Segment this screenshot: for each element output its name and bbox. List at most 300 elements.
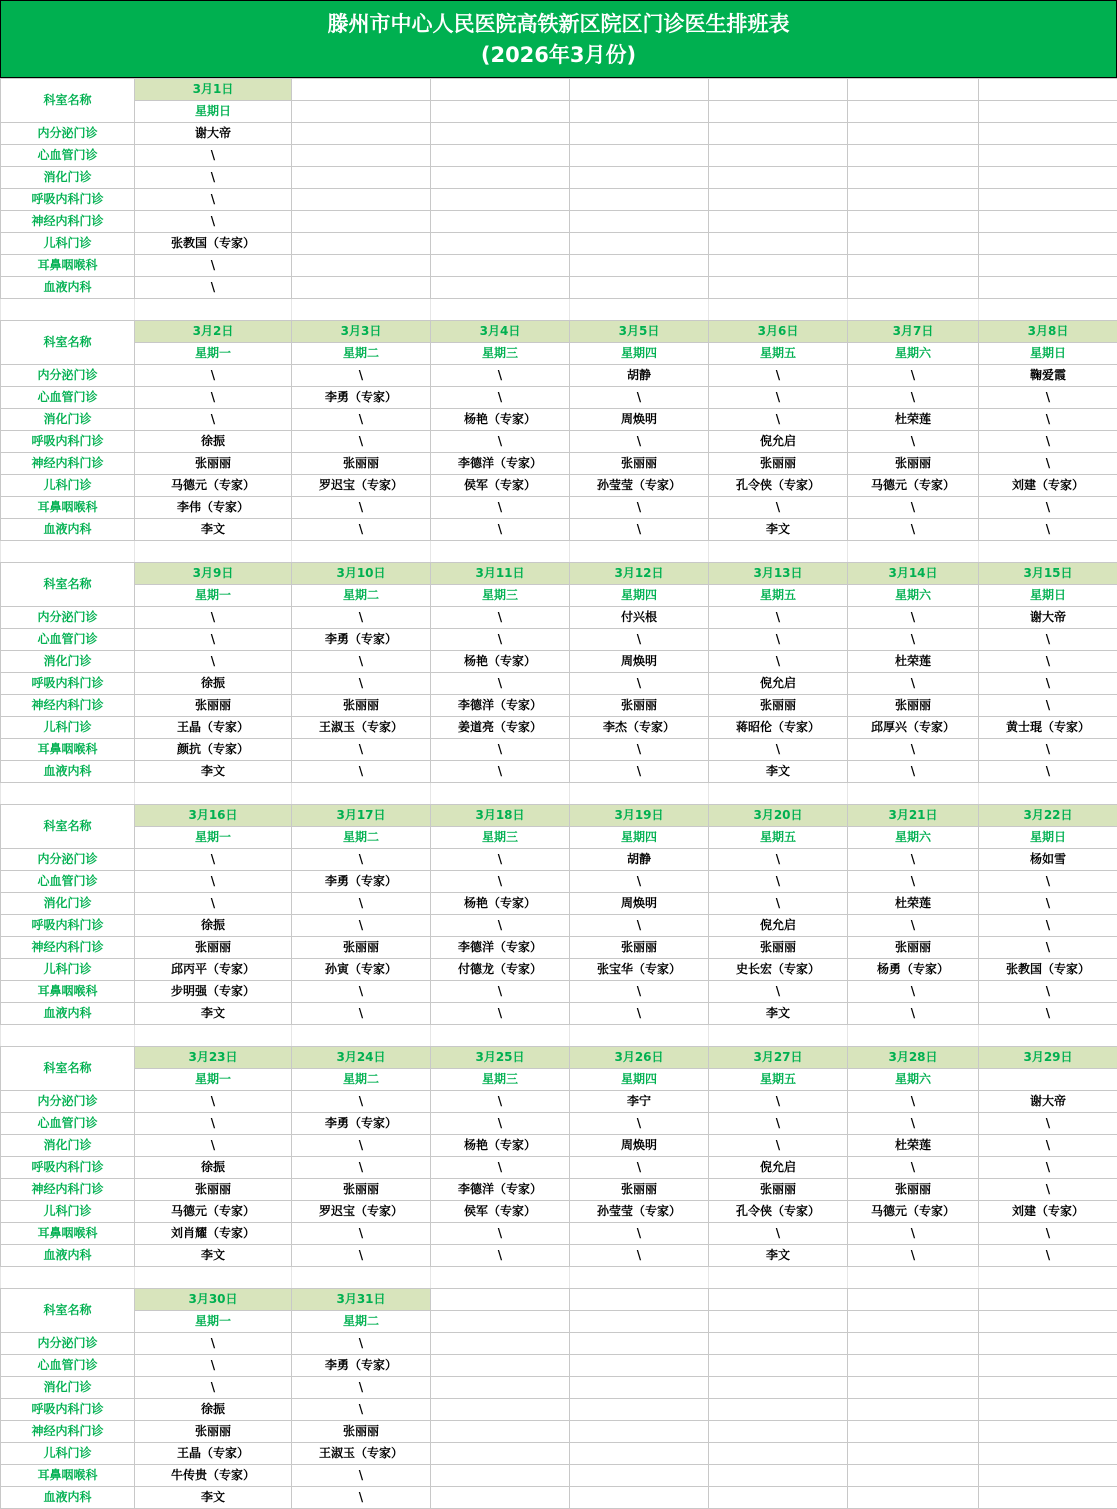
department-label: 神经内科门诊 bbox=[1, 695, 135, 717]
department-label: 呼吸内科门诊 bbox=[1, 189, 135, 211]
schedule-cell: 徐振 bbox=[135, 431, 292, 453]
schedule-cell: \ bbox=[570, 673, 709, 695]
schedule-cell: \ bbox=[979, 453, 1117, 475]
schedule-cell: \ bbox=[709, 1135, 848, 1157]
schedule-cell: \ bbox=[979, 409, 1117, 431]
department-label: 呼吸内科门诊 bbox=[1, 431, 135, 453]
schedule-cell: \ bbox=[979, 1135, 1117, 1157]
schedule-cell: 王晶（专家） bbox=[135, 717, 292, 739]
empty-cell bbox=[709, 783, 848, 805]
empty-cell bbox=[848, 1399, 979, 1421]
schedule-cell: 徐振 bbox=[135, 1157, 292, 1179]
department-label: 耳鼻咽喉科 bbox=[1, 497, 135, 519]
schedule-cell: 刘建（专家） bbox=[979, 1201, 1117, 1223]
schedule-cell: 黄士琨（专家） bbox=[979, 717, 1117, 739]
weekday-cell: 星期六 bbox=[848, 343, 979, 365]
weekday-row bbox=[1, 1311, 1117, 1333]
department-label: 心血管门诊 bbox=[1, 145, 135, 167]
empty-cell bbox=[570, 1421, 709, 1443]
department-label: 血液内科 bbox=[1, 1003, 135, 1025]
schedule-cell: \ bbox=[135, 365, 292, 387]
schedule-cell: 李德洋（专家） bbox=[431, 937, 570, 959]
empty-cell bbox=[431, 1025, 570, 1047]
date-row bbox=[1, 79, 1117, 101]
page-header bbox=[0, 0, 1117, 78]
empty-cell bbox=[709, 1289, 848, 1311]
empty-cell bbox=[431, 1377, 570, 1399]
schedule-cell: \ bbox=[292, 497, 431, 519]
empty-cell bbox=[979, 1399, 1117, 1421]
schedule-cell: \ bbox=[292, 739, 431, 761]
empty-cell bbox=[431, 211, 570, 233]
empty-cell bbox=[431, 189, 570, 211]
empty-cell bbox=[709, 255, 848, 277]
empty-cell bbox=[431, 233, 570, 255]
department-label: 儿科门诊 bbox=[1, 475, 135, 497]
schedule-cell: \ bbox=[570, 431, 709, 453]
empty-cell bbox=[709, 79, 848, 101]
schedule-cell: 张丽丽 bbox=[292, 937, 431, 959]
schedule-cell: \ bbox=[979, 1003, 1117, 1025]
department-label: 神经内科门诊 bbox=[1, 453, 135, 475]
table-row bbox=[1, 849, 1117, 871]
schedule-cell: 张丽丽 bbox=[292, 695, 431, 717]
weekday-cell: 星期六 bbox=[848, 827, 979, 849]
schedule-cell: 张丽丽 bbox=[709, 937, 848, 959]
empty-cell bbox=[431, 1289, 570, 1311]
department-label: 内分泌门诊 bbox=[1, 365, 135, 387]
schedule-cell: \ bbox=[570, 497, 709, 519]
empty-cell bbox=[848, 277, 979, 299]
empty-cell bbox=[709, 1025, 848, 1047]
spacer-row bbox=[1, 783, 1117, 805]
schedule-grid bbox=[0, 78, 1117, 1509]
schedule-cell: 胡静 bbox=[570, 365, 709, 387]
table-row bbox=[1, 1003, 1117, 1025]
schedule-cell: \ bbox=[292, 519, 431, 541]
table-row bbox=[1, 1179, 1117, 1201]
schedule-cell: 李德洋（专家） bbox=[431, 1179, 570, 1201]
empty-cell bbox=[135, 299, 292, 321]
schedule-cell: \ bbox=[570, 761, 709, 783]
empty-cell bbox=[979, 79, 1117, 101]
schedule-cell: \ bbox=[979, 431, 1117, 453]
empty-cell bbox=[570, 79, 709, 101]
date-cell: 3月31日 bbox=[292, 1289, 431, 1311]
weekday-cell: 星期三 bbox=[431, 343, 570, 365]
date-cell: 3月8日 bbox=[979, 321, 1117, 343]
schedule-cell: 牛传贵（专家） bbox=[135, 1465, 292, 1487]
schedule-cell: \ bbox=[292, 1157, 431, 1179]
weekday-cell: 星期四 bbox=[570, 585, 709, 607]
date-cell: 3月26日 bbox=[570, 1047, 709, 1069]
weekday-cell: 星期六 bbox=[848, 1069, 979, 1091]
schedule-cell: 李文 bbox=[135, 1245, 292, 1267]
schedule-cell: \ bbox=[292, 1223, 431, 1245]
schedule-cell: 王晶（专家） bbox=[135, 1443, 292, 1465]
empty-cell bbox=[848, 233, 979, 255]
empty-cell bbox=[570, 1311, 709, 1333]
schedule-cell: \ bbox=[292, 1333, 431, 1355]
schedule-cell: 杨艳（专家） bbox=[431, 651, 570, 673]
empty-cell bbox=[979, 299, 1117, 321]
table-row bbox=[1, 1377, 1117, 1399]
schedule-cell: 侯军（专家） bbox=[431, 475, 570, 497]
schedule-cell: \ bbox=[848, 981, 979, 1003]
schedule-cell: 刘肖耀（专家） bbox=[135, 1223, 292, 1245]
weekday-cell: 星期五 bbox=[709, 343, 848, 365]
empty-cell bbox=[431, 167, 570, 189]
department-label: 消化门诊 bbox=[1, 409, 135, 431]
schedule-cell: 史长宏（专家） bbox=[709, 959, 848, 981]
empty-cell bbox=[848, 1421, 979, 1443]
schedule-cell: \ bbox=[570, 519, 709, 541]
empty-cell bbox=[135, 1267, 292, 1289]
empty-cell bbox=[979, 541, 1117, 563]
empty-cell bbox=[570, 541, 709, 563]
schedule-cell: \ bbox=[979, 1157, 1117, 1179]
department-label: 内分泌门诊 bbox=[1, 607, 135, 629]
empty-cell bbox=[709, 1311, 848, 1333]
department-label: 消化门诊 bbox=[1, 1135, 135, 1157]
schedule-cell: \ bbox=[135, 167, 292, 189]
schedule-cell: \ bbox=[979, 1245, 1117, 1267]
schedule-cell: 张丽丽 bbox=[709, 1179, 848, 1201]
schedule-cell: 张宝华（专家） bbox=[570, 959, 709, 981]
schedule-cell: \ bbox=[292, 673, 431, 695]
department-label: 神经内科门诊 bbox=[1, 211, 135, 233]
schedule-cell: \ bbox=[848, 387, 979, 409]
empty-cell bbox=[709, 1267, 848, 1289]
empty-cell bbox=[979, 783, 1117, 805]
schedule-cell: \ bbox=[431, 761, 570, 783]
empty-cell bbox=[570, 255, 709, 277]
empty-cell bbox=[709, 541, 848, 563]
schedule-cell: \ bbox=[709, 893, 848, 915]
schedule-cell: 谢大帝 bbox=[135, 123, 292, 145]
empty-cell bbox=[848, 1377, 979, 1399]
row-header-label: 科室名称 bbox=[1, 563, 135, 607]
spacer-row bbox=[1, 1267, 1117, 1289]
empty-cell bbox=[570, 167, 709, 189]
schedule-cell: 周焕明 bbox=[570, 409, 709, 431]
schedule-cell: 倪允启 bbox=[709, 915, 848, 937]
schedule-cell: \ bbox=[135, 387, 292, 409]
schedule-cell: 李勇（专家） bbox=[292, 387, 431, 409]
department-label: 心血管门诊 bbox=[1, 387, 135, 409]
schedule-cell: 李文 bbox=[135, 1003, 292, 1025]
schedule-cell: \ bbox=[709, 1113, 848, 1135]
schedule-cell: \ bbox=[848, 519, 979, 541]
schedule-cell: \ bbox=[292, 409, 431, 431]
empty-cell bbox=[570, 1355, 709, 1377]
spacer-row bbox=[1, 1025, 1117, 1047]
schedule-cell: \ bbox=[709, 1223, 848, 1245]
empty-cell bbox=[979, 1311, 1117, 1333]
table-row bbox=[1, 1113, 1117, 1135]
empty-cell bbox=[709, 1465, 848, 1487]
empty-cell bbox=[431, 123, 570, 145]
date-row bbox=[1, 321, 1117, 343]
empty-cell bbox=[570, 1399, 709, 1421]
weekday-row bbox=[1, 101, 1117, 123]
schedule-cell: \ bbox=[709, 387, 848, 409]
empty-cell bbox=[431, 1465, 570, 1487]
empty-cell bbox=[135, 783, 292, 805]
empty-cell bbox=[431, 277, 570, 299]
schedule-cell: 徐振 bbox=[135, 1399, 292, 1421]
schedule-cell: \ bbox=[431, 981, 570, 1003]
schedule-cell: 李文 bbox=[135, 761, 292, 783]
empty-cell bbox=[848, 1289, 979, 1311]
empty-cell bbox=[979, 1421, 1117, 1443]
empty-cell bbox=[570, 1443, 709, 1465]
department-label: 呼吸内科门诊 bbox=[1, 673, 135, 695]
table-row bbox=[1, 1443, 1117, 1465]
date-cell: 3月3日 bbox=[292, 321, 431, 343]
empty-cell bbox=[709, 1443, 848, 1465]
department-label: 内分泌门诊 bbox=[1, 123, 135, 145]
schedule-cell: \ bbox=[431, 431, 570, 453]
schedule-cell: 张教国（专家） bbox=[135, 233, 292, 255]
weekday-row bbox=[1, 343, 1117, 365]
schedule-cell: 张丽丽 bbox=[292, 1179, 431, 1201]
schedule-cell: \ bbox=[135, 893, 292, 915]
schedule-cell: 张丽丽 bbox=[848, 695, 979, 717]
table-row bbox=[1, 1487, 1117, 1509]
schedule-cell: 李勇（专家） bbox=[292, 1113, 431, 1135]
empty-cell bbox=[709, 123, 848, 145]
weekday-cell bbox=[979, 1069, 1117, 1091]
weekday-cell: 星期二 bbox=[292, 585, 431, 607]
empty-cell bbox=[431, 1311, 570, 1333]
department-label: 消化门诊 bbox=[1, 893, 135, 915]
schedule-cell: 张丽丽 bbox=[135, 453, 292, 475]
empty-cell bbox=[431, 255, 570, 277]
schedule-cell: \ bbox=[292, 981, 431, 1003]
schedule-cell: 刘建（专家） bbox=[979, 475, 1117, 497]
department-label: 耳鼻咽喉科 bbox=[1, 255, 135, 277]
schedule-cell: 杜荣莲 bbox=[848, 1135, 979, 1157]
empty-cell bbox=[292, 255, 431, 277]
department-label: 儿科门诊 bbox=[1, 1201, 135, 1223]
table-row bbox=[1, 739, 1117, 761]
empty-cell bbox=[570, 1487, 709, 1509]
empty-cell bbox=[431, 1487, 570, 1509]
schedule-cell: 张丽丽 bbox=[848, 1179, 979, 1201]
table-row bbox=[1, 497, 1117, 519]
empty-cell bbox=[570, 101, 709, 123]
schedule-cell: \ bbox=[431, 519, 570, 541]
schedule-cell: \ bbox=[570, 629, 709, 651]
department-label: 内分泌门诊 bbox=[1, 1333, 135, 1355]
schedule-cell: 张丽丽 bbox=[848, 937, 979, 959]
empty-cell bbox=[709, 145, 848, 167]
department-label: 血液内科 bbox=[1, 519, 135, 541]
schedule-cell: 鞠爱霞 bbox=[979, 365, 1117, 387]
schedule-cell: \ bbox=[292, 849, 431, 871]
schedule-cell: \ bbox=[709, 849, 848, 871]
table-row bbox=[1, 233, 1117, 255]
schedule-cell: \ bbox=[431, 1113, 570, 1135]
empty-cell bbox=[709, 233, 848, 255]
weekday-row bbox=[1, 585, 1117, 607]
schedule-cell: 邱丙平（专家） bbox=[135, 959, 292, 981]
schedule-cell: 杜荣莲 bbox=[848, 651, 979, 673]
schedule-cell: \ bbox=[431, 629, 570, 651]
schedule-cell: 杜荣莲 bbox=[848, 409, 979, 431]
schedule-cell: 李文 bbox=[709, 761, 848, 783]
row-header-label: 科室名称 bbox=[1, 79, 135, 123]
date-cell: 3月14日 bbox=[848, 563, 979, 585]
schedule-cell: \ bbox=[979, 673, 1117, 695]
weekday-cell: 星期三 bbox=[431, 827, 570, 849]
schedule-cell: \ bbox=[570, 1245, 709, 1267]
empty-cell bbox=[979, 1267, 1117, 1289]
department-label: 耳鼻咽喉科 bbox=[1, 1465, 135, 1487]
schedule-cell: 李文 bbox=[135, 1487, 292, 1509]
schedule-cell: 张丽丽 bbox=[135, 1421, 292, 1443]
empty-cell bbox=[570, 299, 709, 321]
empty-cell bbox=[570, 211, 709, 233]
empty-cell bbox=[292, 79, 431, 101]
schedule-cell: \ bbox=[848, 497, 979, 519]
date-cell: 3月11日 bbox=[431, 563, 570, 585]
date-cell: 3月27日 bbox=[709, 1047, 848, 1069]
department-label: 呼吸内科门诊 bbox=[1, 1157, 135, 1179]
department-label: 耳鼻咽喉科 bbox=[1, 739, 135, 761]
table-row bbox=[1, 167, 1117, 189]
schedule-cell: 李杰（专家） bbox=[570, 717, 709, 739]
table-row bbox=[1, 365, 1117, 387]
empty-cell bbox=[431, 783, 570, 805]
table-row bbox=[1, 255, 1117, 277]
empty-cell bbox=[709, 1377, 848, 1399]
department-label: 神经内科门诊 bbox=[1, 1179, 135, 1201]
schedule-cell: \ bbox=[848, 1223, 979, 1245]
weekday-cell: 星期一 bbox=[135, 827, 292, 849]
row-header-label: 科室名称 bbox=[1, 321, 135, 365]
schedule-cell: \ bbox=[979, 1223, 1117, 1245]
date-cell: 3月29日 bbox=[979, 1047, 1117, 1069]
schedule-cell: \ bbox=[292, 1245, 431, 1267]
schedule-cell: \ bbox=[979, 761, 1117, 783]
department-label: 血液内科 bbox=[1, 1245, 135, 1267]
table-row bbox=[1, 431, 1117, 453]
empty-cell bbox=[848, 189, 979, 211]
empty-cell bbox=[979, 1377, 1117, 1399]
schedule-cell: 张丽丽 bbox=[570, 453, 709, 475]
schedule-cell: 张丽丽 bbox=[570, 1179, 709, 1201]
empty-cell bbox=[709, 1421, 848, 1443]
empty-cell bbox=[979, 1465, 1117, 1487]
date-cell: 3月21日 bbox=[848, 805, 979, 827]
schedule-cell: \ bbox=[135, 651, 292, 673]
empty-cell bbox=[135, 1025, 292, 1047]
schedule-cell: 胡静 bbox=[570, 849, 709, 871]
schedule-cell: 张丽丽 bbox=[292, 1421, 431, 1443]
table-row bbox=[1, 1157, 1117, 1179]
empty-cell bbox=[570, 145, 709, 167]
table-row bbox=[1, 145, 1117, 167]
schedule-cell: 谢大帝 bbox=[979, 607, 1117, 629]
schedule-cell: \ bbox=[431, 673, 570, 695]
schedule-cell: 张丽丽 bbox=[848, 453, 979, 475]
schedule-cell: \ bbox=[709, 409, 848, 431]
empty-cell bbox=[848, 1333, 979, 1355]
schedule-cell: 李文 bbox=[709, 1003, 848, 1025]
empty-cell bbox=[292, 189, 431, 211]
department-label: 内分泌门诊 bbox=[1, 849, 135, 871]
date-cell: 3月28日 bbox=[848, 1047, 979, 1069]
empty-cell bbox=[292, 211, 431, 233]
schedule-cell: \ bbox=[431, 1091, 570, 1113]
empty-cell bbox=[848, 1465, 979, 1487]
empty-cell bbox=[292, 277, 431, 299]
weekday-cell: 星期日 bbox=[979, 585, 1117, 607]
schedule-cell: \ bbox=[292, 1135, 431, 1157]
schedule-cell: \ bbox=[979, 937, 1117, 959]
row-header-label: 科室名称 bbox=[1, 1047, 135, 1091]
schedule-cell: \ bbox=[292, 1091, 431, 1113]
table-row bbox=[1, 475, 1117, 497]
empty-cell bbox=[979, 123, 1117, 145]
date-cell: 3月9日 bbox=[135, 563, 292, 585]
date-cell: 3月22日 bbox=[979, 805, 1117, 827]
date-cell: 3月24日 bbox=[292, 1047, 431, 1069]
department-label: 神经内科门诊 bbox=[1, 937, 135, 959]
table-row bbox=[1, 761, 1117, 783]
empty-cell bbox=[848, 255, 979, 277]
schedule-cell: \ bbox=[431, 871, 570, 893]
date-cell: 3月16日 bbox=[135, 805, 292, 827]
weekday-cell: 星期日 bbox=[979, 827, 1117, 849]
department-label: 儿科门诊 bbox=[1, 233, 135, 255]
weekday-cell: 星期四 bbox=[570, 1069, 709, 1091]
empty-cell bbox=[848, 299, 979, 321]
schedule-cell: \ bbox=[292, 893, 431, 915]
empty-cell bbox=[979, 255, 1117, 277]
date-cell: 3月23日 bbox=[135, 1047, 292, 1069]
schedule-table bbox=[0, 78, 1117, 1509]
schedule-cell: 李文 bbox=[709, 1245, 848, 1267]
schedule-cell: 侯军（专家） bbox=[431, 1201, 570, 1223]
schedule-cell: \ bbox=[135, 409, 292, 431]
schedule-cell: \ bbox=[292, 1399, 431, 1421]
date-row bbox=[1, 805, 1117, 827]
schedule-cell: 孙寅（专家） bbox=[292, 959, 431, 981]
schedule-cell: \ bbox=[292, 1003, 431, 1025]
empty-cell bbox=[292, 783, 431, 805]
row-header-label: 科室名称 bbox=[1, 805, 135, 849]
weekday-cell: 星期二 bbox=[292, 1311, 431, 1333]
empty-cell bbox=[570, 1025, 709, 1047]
schedule-cell: 徐振 bbox=[135, 915, 292, 937]
schedule-cell: 周焕明 bbox=[570, 893, 709, 915]
schedule-cell: 孙莹莹（专家） bbox=[570, 475, 709, 497]
empty-cell bbox=[570, 1333, 709, 1355]
schedule-cell: \ bbox=[848, 1091, 979, 1113]
empty-cell bbox=[292, 167, 431, 189]
empty-cell bbox=[135, 541, 292, 563]
weekday-cell: 星期日 bbox=[135, 101, 292, 123]
schedule-cell: \ bbox=[135, 189, 292, 211]
weekday-row bbox=[1, 1069, 1117, 1091]
department-label: 儿科门诊 bbox=[1, 1443, 135, 1465]
department-label: 血液内科 bbox=[1, 277, 135, 299]
schedule-cell: 张丽丽 bbox=[709, 695, 848, 717]
weekday-cell: 星期五 bbox=[709, 1069, 848, 1091]
